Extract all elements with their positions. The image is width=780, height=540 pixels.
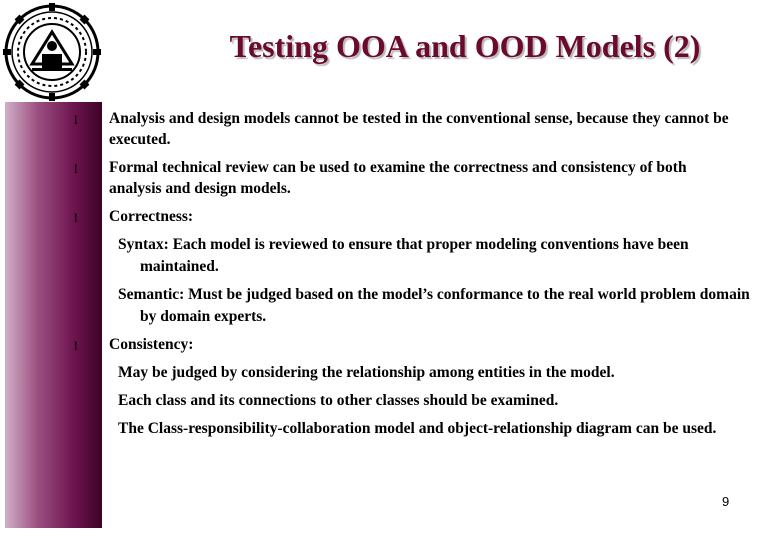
bullet-item: Correctness:	[109, 208, 194, 225]
sub-item: May be judged by considering the relationship among entities in the model.	[118, 364, 615, 381]
bullet-icon: l	[74, 210, 78, 225]
sub-item: Syntax: Each model is reviewed to ensure that proper modeling conventions have been maintained.	[118, 236, 689, 275]
slide-title: Testing OOA and OOD Models (2)	[229, 28, 701, 64]
bullet-item: Formal technical review can be used to examine the correctness and consistency of both analysis and design models.	[109, 159, 687, 197]
sub-item: The Class-responsibility-collaboration model and object-relationship diagram can be used.	[118, 420, 717, 437]
university-seal-icon	[2, 2, 102, 102]
sub-item: Semantic: Must be judged based on the model’s conformance to the real world problem domain by domain experts.	[118, 286, 750, 325]
page-number: 9	[722, 494, 730, 509]
sub-item: Each class and its connections to other classes should be examined.	[118, 392, 559, 409]
sidebar-gradient	[5, 102, 102, 528]
bullet-item: Consistency:	[109, 336, 194, 353]
bullet-icon: l	[74, 338, 78, 353]
bullet-icon: l	[74, 112, 78, 127]
bullet-icon: l	[74, 161, 78, 176]
bullet-item: Analysis and design models cannot be tested in the conventional sense, because they cannot be executed.	[109, 110, 729, 148]
